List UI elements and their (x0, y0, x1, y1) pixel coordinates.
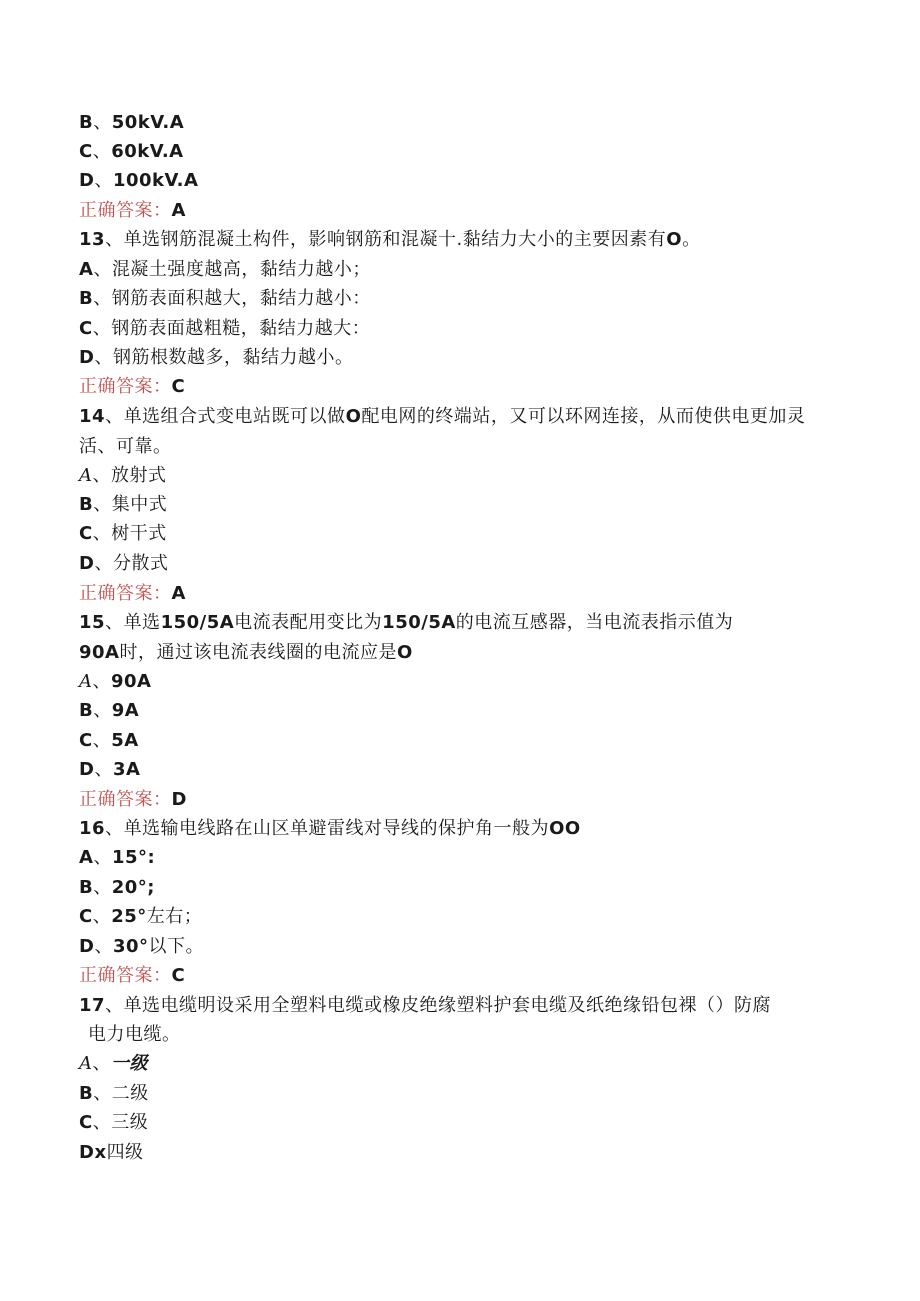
question-15-stem-line-1 (79, 611, 733, 635)
answer-line (79, 375, 185, 399)
answer-line (79, 788, 187, 812)
option-letter: D (79, 759, 95, 780)
option-letter: A (79, 1053, 93, 1074)
question-number: 16 (79, 818, 106, 839)
option-sep: 、 (92, 906, 112, 927)
option-letter: C (79, 906, 93, 927)
option-letter: C (79, 318, 93, 339)
option-b (79, 876, 155, 900)
answer-line (79, 199, 186, 223)
question-text: 单选组合式变电站既可以做 (123, 406, 346, 427)
option-value: 30° (112, 936, 149, 957)
option-d (79, 935, 204, 959)
option-letter: D (79, 347, 95, 368)
option-c (79, 729, 139, 753)
option-text: 三级 (111, 1112, 149, 1133)
option-sep: 、 (94, 170, 113, 191)
option-sep: 、 (93, 288, 112, 309)
question-blank: O (396, 642, 413, 663)
question-value: 150/5A (160, 612, 235, 633)
question-blank: O (666, 229, 683, 250)
option-sep: 、 (92, 318, 112, 339)
question-text: 的电流互感器，当电流表指示值为 (455, 612, 734, 633)
option-sep: 、 (92, 1053, 111, 1074)
option-text: 分散式 (112, 553, 169, 574)
option-letter: C (79, 523, 93, 544)
option-c (79, 1111, 148, 1135)
option-sep: 、 (93, 700, 112, 721)
question-text: 单选输电线路在山区单避雷线对导线的保护角一般为 (123, 818, 550, 839)
option-value: 25° (111, 906, 147, 927)
question-16-stem (79, 817, 581, 841)
question-number: 14 (79, 406, 106, 427)
option-sep: 、 (92, 1112, 112, 1133)
option-text: 以下。 (148, 936, 205, 957)
option-d (79, 758, 140, 782)
option-c (79, 140, 184, 164)
answer-line (79, 964, 185, 988)
question-text: 时，通过该电流表线圈的电流应是 (119, 642, 397, 663)
option-text: 钢筋表面越粗糙，黏结力越大： (111, 318, 371, 339)
question-sep: 、 (105, 818, 124, 839)
question-sep: 、 (105, 995, 124, 1016)
option-text: 混凝土强度越高，黏结力越小； (111, 259, 371, 280)
option-letter: B (79, 288, 94, 309)
option-text: 50kV.A (111, 112, 185, 133)
option-d (79, 552, 168, 576)
answer-label: 正确答案： (79, 789, 172, 810)
option-letter: D (79, 170, 95, 191)
question-17-stem-line-2 (88, 1023, 181, 1047)
option-letter: B (79, 877, 94, 898)
question-sep: 、 (105, 406, 124, 427)
option-text: 左右； (146, 906, 203, 927)
question-value: 150/5A (382, 612, 456, 633)
question-text: 单选电缆明设采用全塑料电缆或橡皮绝缘塑料护套电缆及纸绝缘铅包裸（）防腐 (123, 995, 772, 1016)
question-text: 单选 (123, 612, 161, 633)
option-d (79, 346, 353, 370)
option-sep: 、 (93, 494, 112, 515)
option-text: 100kV.A (112, 170, 199, 191)
option-c (79, 317, 370, 341)
option-a (79, 670, 151, 694)
option-text: 3A (112, 759, 141, 780)
option-text: 90A (111, 671, 152, 692)
option-letter: A (79, 847, 94, 868)
option-text: 5A (111, 730, 139, 751)
option-text: 四级 (106, 1142, 144, 1163)
option-letter: D (79, 936, 95, 957)
option-d (79, 1141, 144, 1165)
question-14-stem (79, 402, 824, 461)
option-letter: C (79, 1112, 93, 1133)
option-b (79, 699, 139, 723)
option-b (79, 287, 371, 311)
question-number: 15 (79, 612, 106, 633)
answer-label: 正确答案： (79, 376, 172, 397)
question-text: 电流表配用变比为 (234, 612, 383, 633)
option-letter: B (79, 494, 94, 515)
question-number: 13 (79, 229, 106, 250)
option-letter: Dx (79, 1142, 107, 1163)
option-sep: 、 (94, 553, 113, 574)
answer-value: C (171, 376, 186, 397)
answer-line (79, 582, 186, 606)
question-15-stem-line-2 (79, 641, 413, 665)
option-a (79, 258, 371, 282)
question-blank: OO (549, 818, 581, 839)
option-text: 放射式 (111, 465, 167, 486)
question-value: 90A (79, 642, 120, 663)
option-text: 钢筋根数越多，黏结力越小。 (112, 347, 354, 368)
option-text: 二级 (111, 1083, 149, 1104)
option-text: 钢筋表面积越大，黏结力越小： (111, 288, 371, 309)
answer-label: 正确答案： (79, 965, 172, 986)
option-letter: A (79, 671, 93, 692)
option-text: 树干式 (111, 523, 167, 544)
answer-value: D (171, 789, 187, 810)
option-letter: B (79, 112, 94, 133)
option-letter: A (79, 259, 94, 280)
option-letter: D (79, 553, 95, 574)
option-sep: 、 (92, 730, 112, 751)
option-b (79, 1082, 149, 1106)
option-a (79, 846, 155, 870)
option-c (79, 522, 167, 546)
option-b (79, 493, 167, 517)
option-letter: C (79, 730, 93, 751)
option-sep: 、 (94, 936, 113, 957)
question-text-end: 。 (682, 229, 701, 250)
option-letter: B (79, 700, 94, 721)
option-sep: 、 (92, 141, 112, 162)
answer-value: C (171, 965, 186, 986)
option-sep: 、 (92, 465, 111, 486)
option-text: 20°; (111, 877, 155, 898)
option-text: 集中式 (111, 494, 168, 515)
question-blank: O (345, 406, 362, 427)
answer-label: 正确答案： (79, 200, 172, 221)
question-sep: 、 (105, 229, 124, 250)
question-sep: 、 (105, 612, 124, 633)
option-text: 15°: (111, 847, 156, 868)
option-sep: 、 (92, 671, 111, 692)
answer-label: 正确答案： (79, 583, 172, 604)
option-sep: 、 (94, 347, 113, 368)
option-letter: A (79, 465, 93, 486)
question-number: 17 (79, 995, 106, 1016)
answer-value: A (171, 200, 186, 221)
option-sep: 、 (93, 847, 112, 868)
option-text: 9A (111, 700, 140, 721)
option-sep: 、 (94, 759, 113, 780)
option-text: 60kV.A (111, 141, 184, 162)
option-sep: 、 (93, 877, 112, 898)
option-sep: 、 (93, 112, 112, 133)
question-text-end: 配电网的终端站，又可以环网连接，从而使供电更加灵活、可靠。 (79, 406, 806, 457)
option-sep: 、 (93, 259, 112, 280)
question-17-stem-line-1 (79, 994, 771, 1018)
option-a (79, 1052, 148, 1076)
answer-value: A (171, 583, 186, 604)
option-sep: 、 (92, 523, 112, 544)
option-letter: C (79, 141, 93, 162)
option-sep: 、 (93, 1083, 112, 1104)
option-a (79, 464, 167, 488)
question-text: 单选钢筋混凝土构件，影响钢筋和混凝十.黏结力大小的主要因素有 (123, 229, 667, 250)
option-b (79, 111, 184, 135)
option-letter: B (79, 1083, 94, 1104)
question-13-stem (79, 228, 701, 252)
option-d (79, 169, 198, 193)
question-text: 电力电缆。 (88, 1024, 181, 1045)
option-c (79, 905, 202, 929)
option-text: 一级 (111, 1053, 148, 1074)
